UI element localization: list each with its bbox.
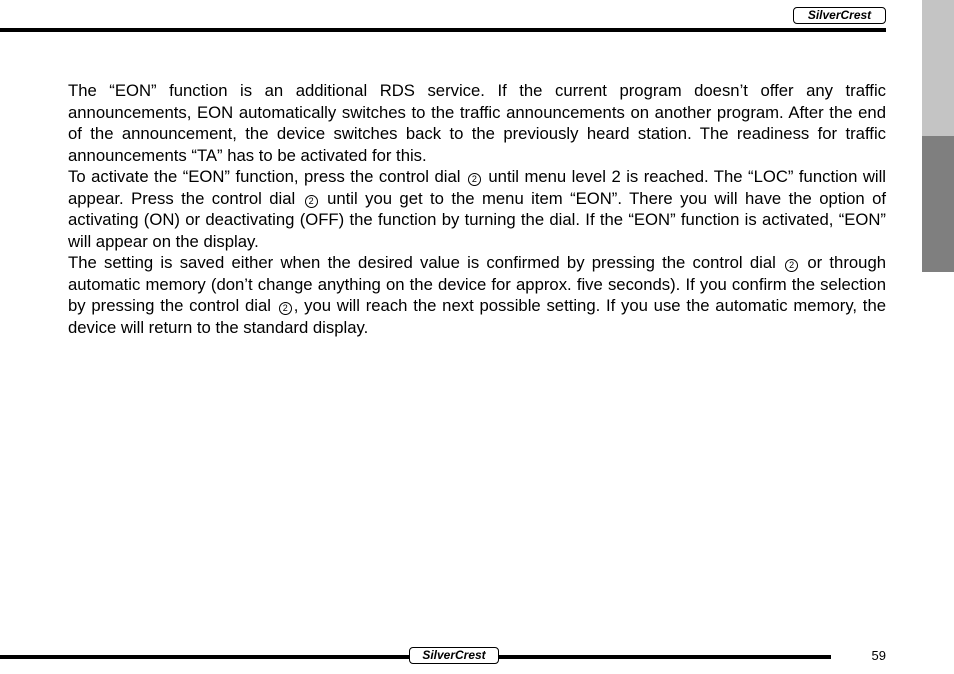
header-rule (0, 28, 886, 32)
paragraph-eon-intro (68, 80, 886, 166)
activate-text-part-2: until menu level 2 is reached. The “LOC” function will appear. Press the control dial (68, 167, 886, 208)
paragraph-activate-eon (68, 166, 886, 252)
brand-logo-header: SilverCrest (793, 7, 886, 24)
paragraph-save-setting (68, 252, 886, 338)
control-dial-icon: 2 (305, 195, 318, 208)
page-number: 59 (871, 648, 886, 663)
activate-text-part-1: To activate the “EON” function, press the control dial (68, 167, 461, 186)
save-text-part-1: The setting is saved either when the desired value is confirmed by pressing the control dial (68, 253, 776, 272)
footer-rule-right (499, 655, 831, 659)
control-dial-icon: 2 (468, 173, 481, 186)
side-tab-dark (922, 136, 954, 272)
control-dial-icon: 2 (785, 259, 798, 272)
page-content (68, 80, 886, 338)
save-text-part-2: or through automatic memory (don’t change anything on the device for approx. five seconds). If you confirm the selection by pressing the control dial (68, 253, 887, 315)
brand-logo-footer: SilverCrest (409, 647, 499, 664)
save-text-part-3: , you will reach the next possible setting. If you use the automatic memory, the device will return to the standard display. (68, 296, 887, 337)
paragraph-eon-intro-text: The “EON” function is an additional RDS service. If the current program doesn’t offer any traffic announcements, EON automatically switches to the traffic announcements on another program. After the end of the announcement, the device switches back to the previously heard station. The readiness for traffic announcements “TA” has to be activated for this. (68, 81, 886, 165)
activate-text-part-3: until you get to the menu item “EON”. There you will have the option of activating (ON) or deactivating (OFF) the function by turning the dial. If the “EON” function is activated, “EON” will appear on the display. (68, 188, 887, 251)
footer-rule-left (0, 655, 409, 659)
side-tab-light (922, 0, 954, 136)
control-dial-icon: 2 (279, 302, 292, 315)
